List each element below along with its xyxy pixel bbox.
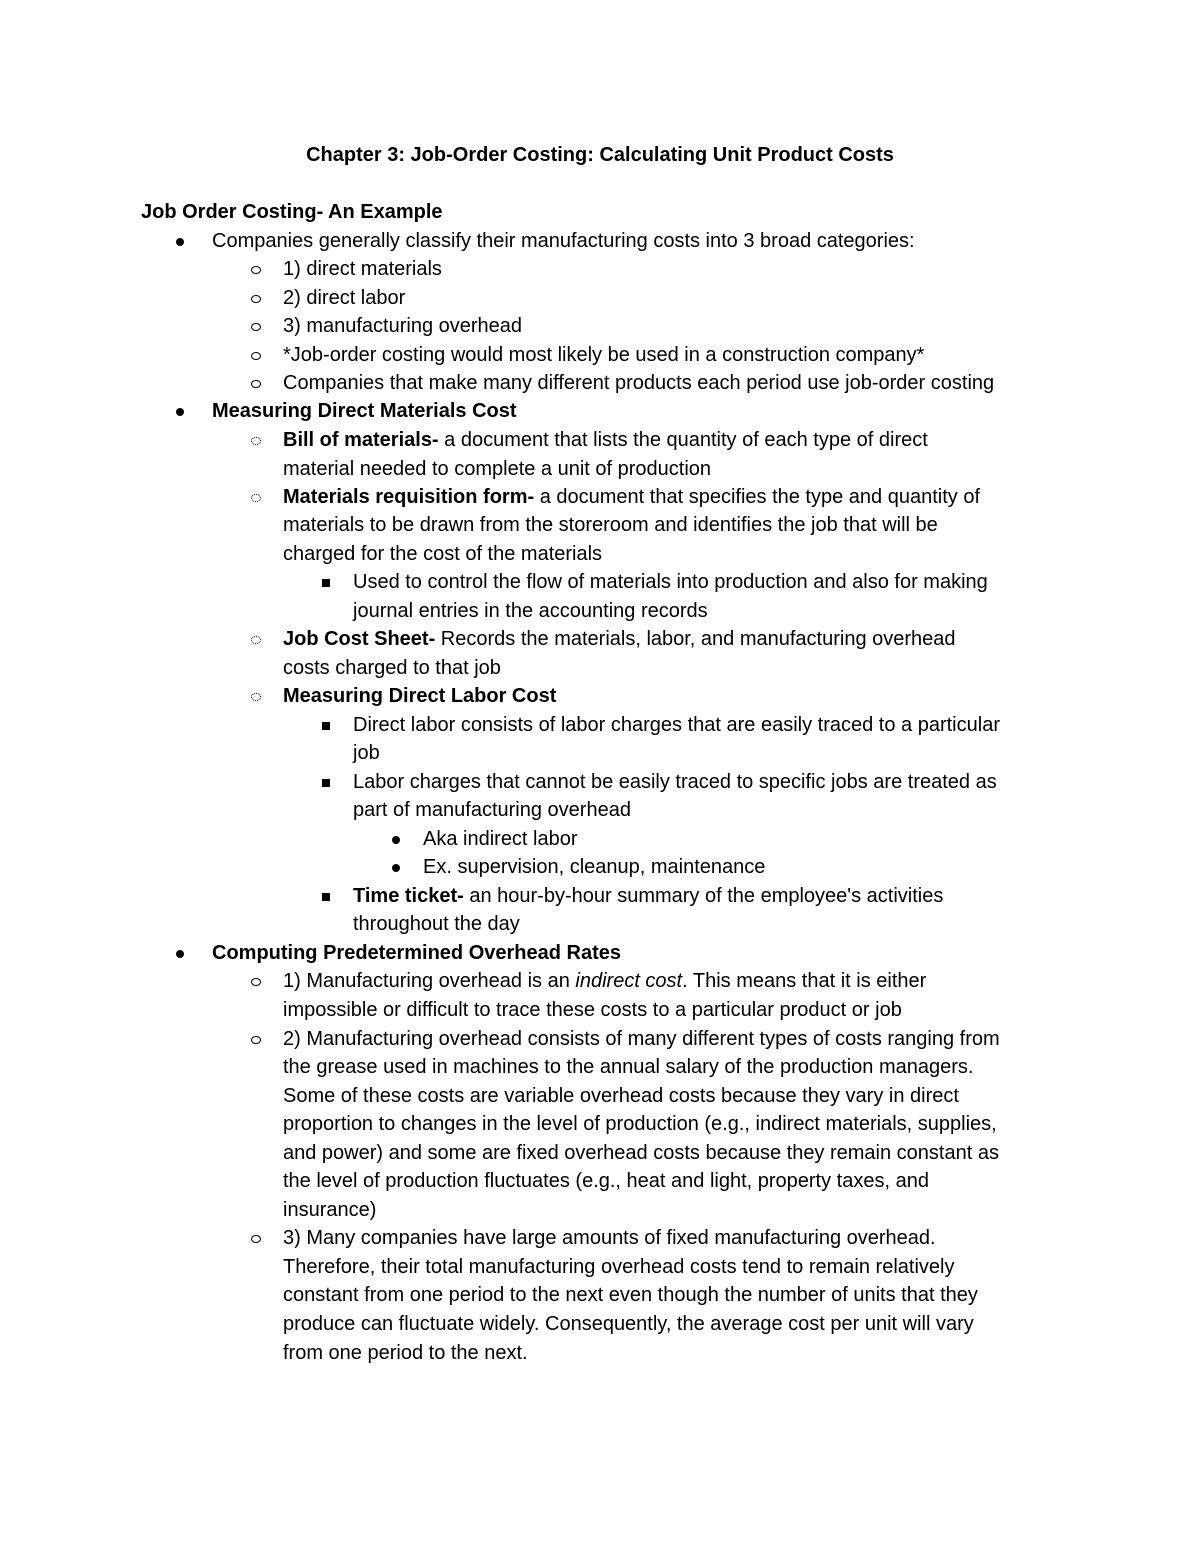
subsection-heading: Measuring Direct Labor Cost bbox=[283, 685, 557, 707]
list-item: 1) direct materials bbox=[283, 258, 442, 280]
list-item-continuation: insurance) bbox=[283, 1199, 377, 1221]
list-item-continuation: throughout the day bbox=[353, 913, 520, 935]
definition: Records the materials, labor, and manufacturing overhead bbox=[435, 628, 956, 650]
term: Bill of materials- bbox=[283, 429, 439, 451]
list-item: Labor charges that cannot be easily traced to specific jobs are treated as bbox=[353, 771, 997, 793]
list-item: Companies that make many different products each period use job-order costing bbox=[283, 372, 995, 394]
list-item-continuation: journal entries in the accounting records bbox=[353, 600, 708, 622]
list-item: *Job-order costing would most likely be used in a construction company* bbox=[283, 344, 925, 366]
disc-bullet-icon bbox=[386, 853, 406, 881]
term: Job Cost Sheet- bbox=[283, 628, 436, 650]
circle-bullet-icon bbox=[246, 369, 266, 397]
list-item-continuation: Some of these costs are variable overhead costs because they vary in direct bbox=[283, 1085, 959, 1107]
definition: a document that lists the quantity of each type of direct bbox=[438, 429, 928, 451]
page-title: Chapter 3: Job-Order Costing: Calculating Unit Product Costs bbox=[306, 144, 894, 166]
list-item-continuation: impossible or difficult to trace these costs to a particular product or job bbox=[283, 999, 902, 1021]
dotted-circle-bullet-icon bbox=[246, 483, 266, 511]
list-item-continuation: materials to be drawn from the storeroom and identifies the job that will be bbox=[283, 514, 938, 536]
text-run: . This means that it is either bbox=[682, 970, 927, 992]
list-item-continuation: material needed to complete a unit of production bbox=[283, 458, 712, 480]
list-item-continuation: the level of production fluctuates (e.g., heat and light, property taxes, and bbox=[283, 1170, 929, 1192]
square-bullet-icon bbox=[316, 768, 336, 796]
section-heading: Job Order Costing- An Example bbox=[141, 201, 443, 223]
list-item-continuation: produce can fluctuate widely. Consequently, the average cost per unit will vary bbox=[283, 1313, 974, 1335]
list-item-continuation: proportion to changes in the level of production (e.g., indirect materials, supplies, bbox=[283, 1113, 997, 1135]
subsection-heading: Measuring Direct Materials Cost bbox=[212, 400, 517, 422]
list-item: Direct labor consists of labor charges that are easily traced to a particular bbox=[353, 714, 1000, 736]
list-item-continuation: the grease used in machines to the annual salary of the production managers. bbox=[283, 1056, 974, 1078]
square-bullet-icon bbox=[316, 711, 336, 739]
list-item-continuation: from one period to the next. bbox=[283, 1342, 528, 1364]
disc-bullet-icon bbox=[170, 939, 190, 967]
term: Materials requisition form- bbox=[283, 486, 535, 508]
square-bullet-icon bbox=[316, 568, 336, 596]
list-item: Companies generally classify their manufacturing costs into 3 broad categories: bbox=[212, 230, 915, 252]
disc-bullet-icon bbox=[170, 397, 190, 425]
list-item-continuation: costs charged to that job bbox=[283, 657, 501, 679]
list-item bbox=[283, 426, 928, 454]
subsection-heading: Computing Predetermined Overhead Rates bbox=[212, 942, 621, 964]
circle-bullet-icon bbox=[246, 341, 266, 369]
list-item: 2) Manufacturing overhead consists of many different types of costs ranging from bbox=[283, 1028, 1000, 1050]
disc-bullet-icon bbox=[170, 227, 190, 255]
list-item: 3) Many companies have large amounts of fixed manufacturing overhead. bbox=[283, 1227, 936, 1249]
term: Time ticket- bbox=[353, 885, 464, 907]
disc-bullet-icon bbox=[386, 825, 406, 853]
emphasis-term: indirect cost bbox=[575, 970, 683, 992]
circle-bullet-icon bbox=[246, 1025, 266, 1053]
list-item bbox=[283, 483, 980, 511]
list-item-continuation: job bbox=[353, 742, 380, 764]
circle-bullet-icon bbox=[246, 1224, 266, 1252]
list-item-continuation: and power) and some are fixed overhead costs because they remain constant as bbox=[283, 1142, 999, 1164]
list-item-continuation: part of manufacturing overhead bbox=[353, 799, 631, 821]
list-item: 3) manufacturing overhead bbox=[283, 315, 523, 337]
list-item-continuation: constant from one period to the next even though the number of units that they bbox=[283, 1284, 978, 1306]
list-item bbox=[353, 882, 943, 910]
list-item: 2) direct labor bbox=[283, 287, 406, 309]
dotted-circle-bullet-icon bbox=[246, 625, 266, 653]
list-item: Used to control the flow of materials into production and also for making bbox=[353, 571, 988, 593]
definition: a document that specifies the type and quantity of bbox=[534, 486, 980, 508]
definition: an hour-by-hour summary of the employee's activities bbox=[463, 885, 944, 907]
list-item-continuation: charged for the cost of the materials bbox=[283, 543, 603, 565]
circle-bullet-icon bbox=[246, 967, 266, 995]
list-item: Ex. supervision, cleanup, maintenance bbox=[423, 856, 766, 878]
list-item: Aka indirect labor bbox=[423, 828, 578, 850]
dotted-circle-bullet-icon bbox=[246, 426, 266, 454]
list-item bbox=[283, 967, 926, 995]
list-item-continuation: Therefore, their total manufacturing overhead costs tend to remain relatively bbox=[283, 1256, 955, 1278]
circle-bullet-icon bbox=[246, 312, 266, 340]
square-bullet-icon bbox=[316, 882, 336, 910]
dotted-circle-bullet-icon bbox=[246, 682, 266, 710]
circle-bullet-icon bbox=[246, 284, 266, 312]
circle-bullet-icon bbox=[246, 255, 266, 283]
list-item bbox=[283, 625, 956, 653]
text-run: 1) Manufacturing overhead is an bbox=[283, 970, 576, 992]
